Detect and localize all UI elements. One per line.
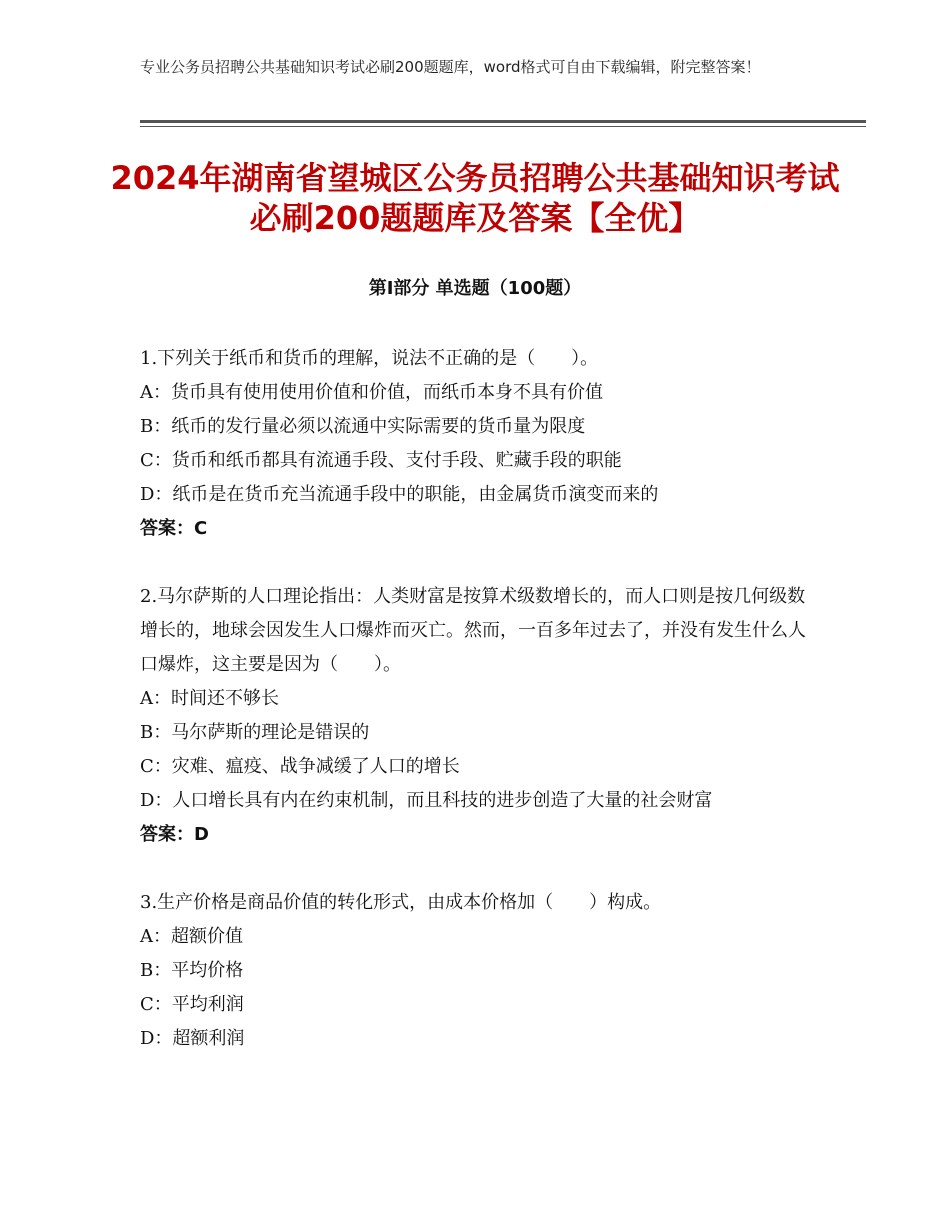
header-divider-thin (140, 126, 866, 127)
option-c: C：货币和纸币都具有流通手段、支付手段、贮藏手段的职能 (140, 450, 622, 471)
answer-label: 答案：C (140, 518, 208, 539)
option-d: D：人口增长具有内在约束机制，而且科技的进步创造了大量的社会财富 (140, 790, 713, 811)
question-list (140, 342, 810, 1090)
option-a: A：超额价值 (140, 926, 243, 947)
header-note: 专业公务员招聘公共基础知识考试必刷200题题库，word格式可自由下载编辑，附完整答案！ (140, 58, 761, 76)
section-title: 第Ⅰ部分 单选题（100题） (368, 278, 582, 299)
option-b: B：马尔萨斯的理论是错误的 (140, 722, 370, 743)
question-3 (140, 886, 810, 1056)
question-2 (140, 580, 810, 852)
header-divider-thick (140, 120, 866, 123)
option-d: D：超额利润 (140, 1028, 245, 1049)
option-a: A：货币具有使用使用价值和价值，而纸币本身不具有价值 (140, 382, 603, 403)
option-a: A：时间还不够长 (140, 688, 279, 709)
option-c: C：灾难、瘟疫、战争减缓了人口的增长 (140, 756, 460, 777)
question-stem: 1.下列关于纸币和货币的理解，说法不正确的是（ ）。 (140, 348, 599, 369)
question-stem: 2.马尔萨斯的人口理论指出：人类财富是按算术级数增长的，而人口则是按几何级数增长的，地球会因发生人口爆炸而灭亡。然而，一百多年过去了，并没有发生什么人口爆炸，这主要是因为（ ）。 (140, 586, 806, 675)
option-b: B：平均价格 (140, 960, 244, 981)
option-d: D：纸币是在货币充当流通手段中的职能，由金属货币演变而来的 (140, 484, 659, 505)
document-title: 2024年湖南省望城区公务员招聘公共基础知识考试必刷200题题库及答案【全优】 (110, 159, 840, 237)
option-b: B：纸币的发行量必须以流通中实际需要的货币量为限度 (140, 416, 586, 437)
option-c: C：平均利润 (140, 994, 244, 1015)
answer-label: 答案：D (140, 824, 209, 845)
question-stem: 3.生产价格是商品价值的转化形式，由成本价格加（ ）构成。 (140, 892, 662, 913)
question-1 (140, 342, 810, 546)
